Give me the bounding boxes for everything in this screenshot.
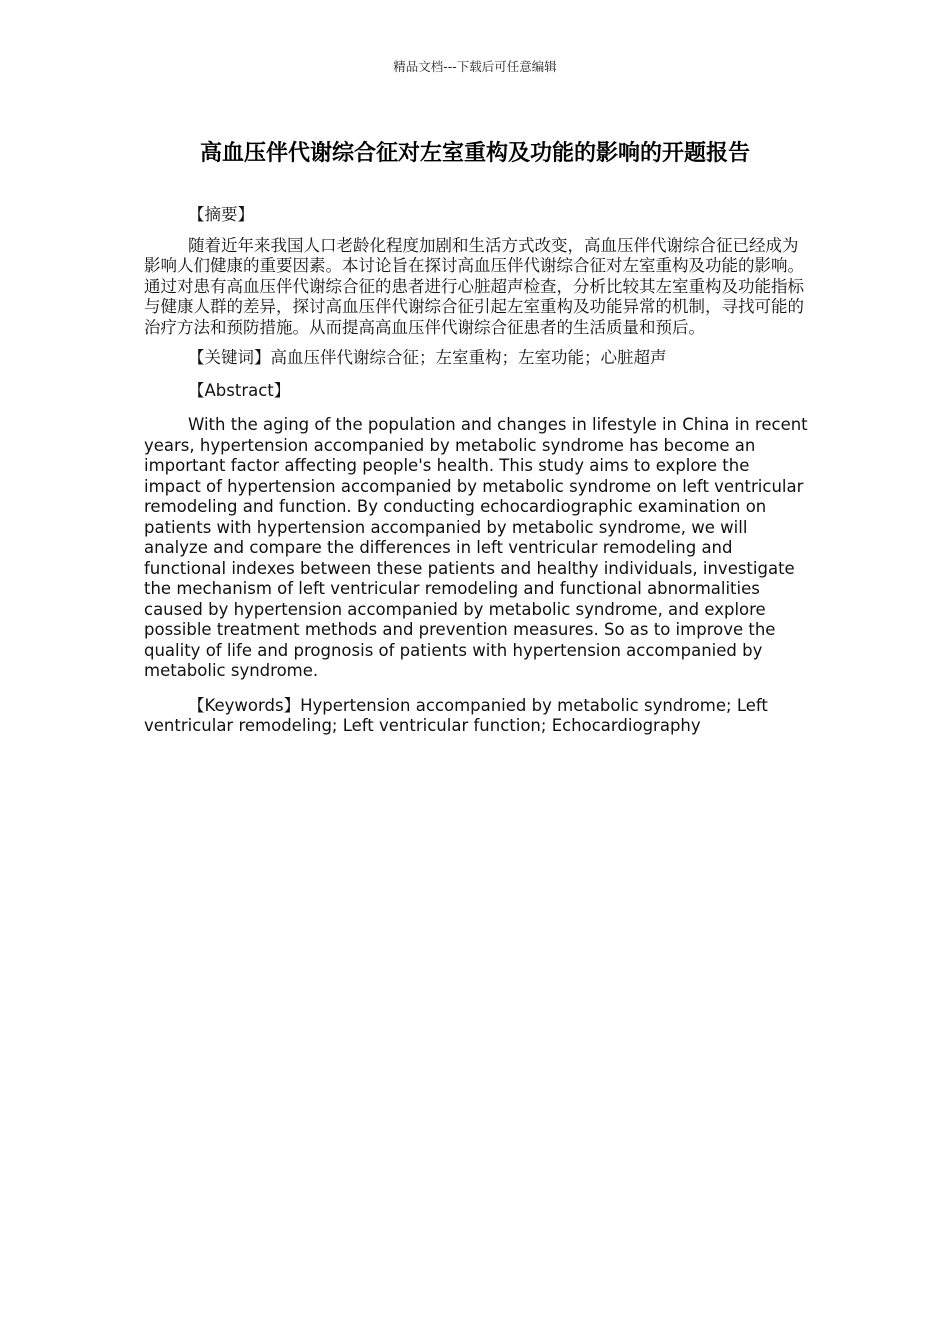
- abstract-cn-text: 随着近年来我国人口老龄化程度加剧和生活方式改变，高血压伴代谢综合征已经成为影响人们健康的重要因素。本讨论旨在探讨高血压伴代谢综合征对左室重构及功能的影响。通过对患有高血压伴代谢综合征的患者进行心脏超声检查，分析比较其左室重构及功能指标与健康人群的差异，探讨高血压伴代谢综合征引起左室重构及功能异常的机制，寻找可能的治疗方法和预防措施。从而提高高血压伴代谢综合征患者的生活质量和预后。: [144, 235, 804, 337]
- abstract-cn-label: 【摘要】: [188, 205, 254, 224]
- keywords-cn-text: 高血压伴代谢综合征；左室重构；左室功能；心脏超声: [270, 348, 667, 367]
- keywords-en: [144, 696, 808, 737]
- keywords-en-text: Hypertension accompanied by metabolic syndrome; Left ventricular remodeling; Left ventricular function; Echocardiography: [144, 695, 768, 735]
- document-body: [144, 205, 808, 747]
- document-title: 高血压伴代谢综合征对左室重构及功能的影响的开题报告: [199, 141, 750, 166]
- keywords-cn-label: 【关键词】: [188, 348, 271, 367]
- keywords-en-label: 【Keywords】: [188, 695, 301, 715]
- keywords-cn: [144, 348, 808, 369]
- abstract-en-text: With the aging of the population and changes in lifestyle in China in recent years, hypertension accompanied by metabolic syndrome has become an important factor affecting people's health. This study aims to explore the impact of hypertension accompanied by metabolic syndrome on left ventricular remodeling and function. By conducting echocardiographic examination on patients with hypertension accompanied by metabolic syndrome, we will analyze and compare the differences in left ventricular remodeling and functional indexes between these patients and healthy individuals, investigate the mechanism of left ventricular remodeling and functional abnormalities caused by hypertension accompanied by metabolic syndrome, and explore possible treatment methods and prevention measures. So as to improve the quality of life and prognosis of patients with hypertension accompanied by metabolic syndrome.: [144, 415, 808, 680]
- page-header: 精品文档---下载后可任意编辑: [393, 59, 557, 74]
- abstract-en-label: 【Abstract】: [188, 380, 291, 400]
